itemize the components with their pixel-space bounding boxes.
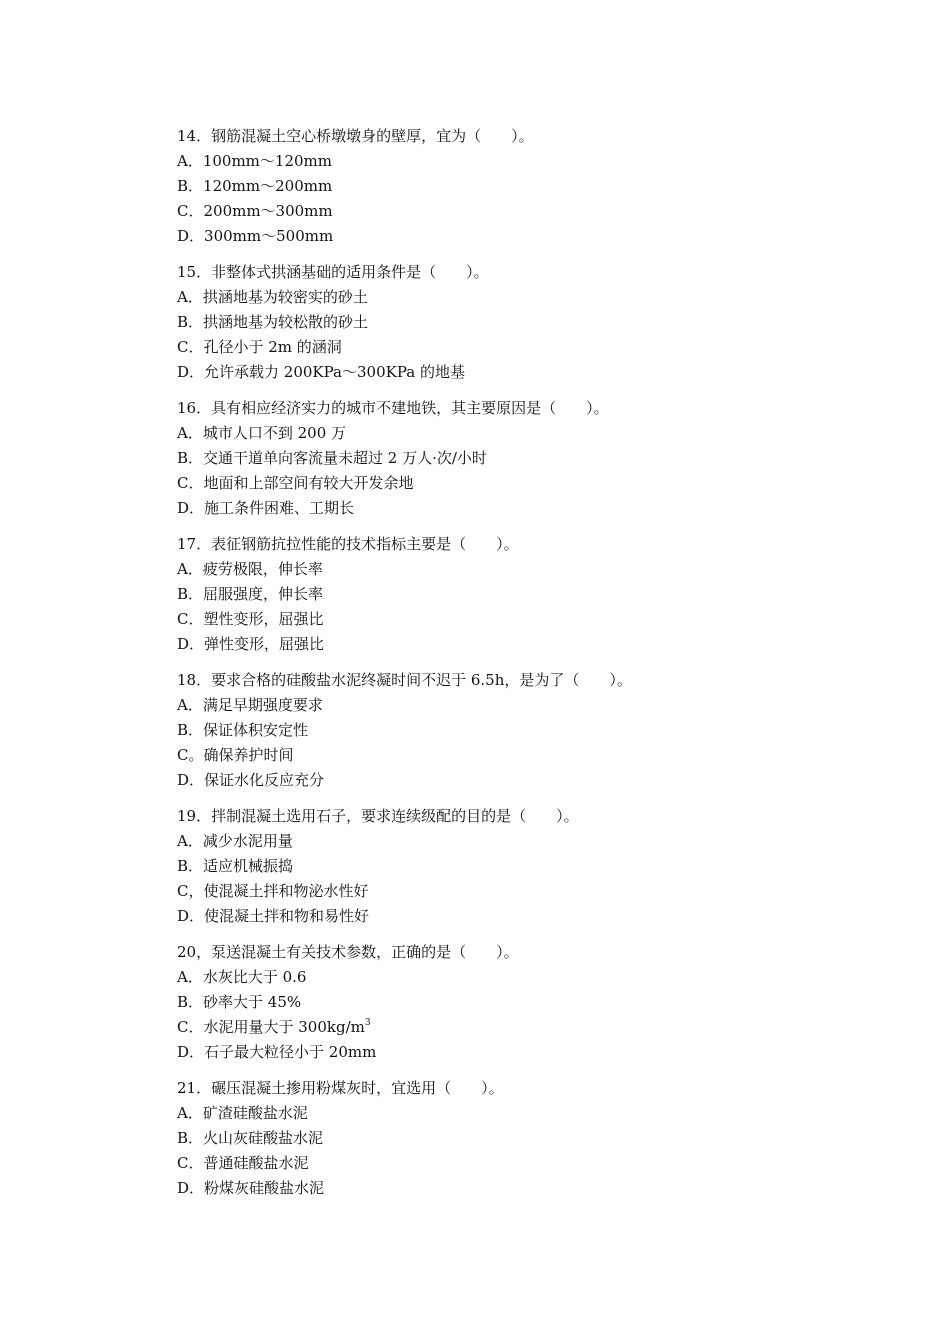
question-stem: 19．拌制混凝土选用石子，要求连续级配的目的是（ ）。	[177, 807, 579, 825]
option-a: A．水灰比大于 0.6	[177, 968, 307, 986]
question-17	[177, 532, 797, 657]
option-c-text: C．水泥用量大于 300kg/m	[177, 1018, 365, 1036]
question-14	[177, 124, 797, 249]
option-d: D．允许承载力 200KPa～300KPa 的地基	[177, 363, 465, 381]
option-a: A．矿渣硅酸盐水泥	[177, 1104, 308, 1122]
option-d: D．300mm～500mm	[177, 227, 334, 245]
option-c: C．200mm～300mm	[177, 202, 333, 220]
option-b: B．火山灰硅酸盐水泥	[177, 1129, 324, 1147]
question-stem: 16．具有相应经济实力的城市不建地铁，其主要原因是（ ）。	[177, 399, 609, 417]
option-c: C．孔径小于 2m 的涵洞	[177, 338, 342, 356]
option-d: D．粉煤灰硅酸盐水泥	[177, 1179, 325, 1197]
option-a: A．疲劳极限，伸长率	[177, 560, 323, 578]
question-20	[177, 940, 797, 1065]
option-c	[177, 1015, 797, 1040]
question-stem: 18．要求合格的硅酸盐水泥终凝时间不迟于 6.5h，是为了（ ）。	[177, 671, 632, 689]
option-a: A．城市人口不到 200 万	[177, 424, 346, 442]
option-b: B．屈服强度，伸长率	[177, 585, 324, 603]
option-c: C。确保养护时间	[177, 746, 294, 764]
option-a: A．拱涵地基为较密实的砂土	[177, 288, 368, 306]
option-c: C，使混凝土拌和物泌水性好	[177, 882, 369, 900]
question-stem: 15．非整体式拱涵基础的适用条件是（ ）。	[177, 263, 489, 281]
question-19	[177, 804, 797, 929]
option-a: A．满足早期强度要求	[177, 696, 323, 714]
option-d: D．弹性变形，屈强比	[177, 635, 325, 653]
option-b: B．拱涵地基为较松散的砂土	[177, 313, 369, 331]
option-c: C．普通硅酸盐水泥	[177, 1154, 309, 1172]
option-d: D．使混凝土拌和物和易性好	[177, 907, 370, 925]
question-stem: 20，泵送混凝土有关技术参数，正确的是（ ）。	[177, 943, 519, 961]
question-15	[177, 260, 797, 385]
option-b: B．交通干道单向客流量未超过 2 万人·次/小时	[177, 449, 487, 467]
question-stem: 17．表征钢筋抗拉性能的技术指标主要是（ ）。	[177, 535, 519, 553]
cubic-superscript: 3	[364, 1018, 371, 1028]
question-stem: 14．钢筋混凝土空心桥墩墩身的壁厚，宜为（ ）。	[177, 127, 534, 145]
option-d: D．施工条件困难、工期长	[177, 499, 355, 517]
option-b: B．120mm～200mm	[177, 177, 333, 195]
question-list	[177, 124, 797, 1212]
question-18	[177, 668, 797, 793]
option-b: B．砂率大于 45%	[177, 993, 302, 1011]
option-d: D．石子最大粒径小于 20mm	[177, 1043, 377, 1061]
option-b: B．适应机械振捣	[177, 857, 294, 875]
question-16	[177, 396, 797, 521]
question-stem: 21．碾压混凝土掺用粉煤灰时，宜选用（ ）。	[177, 1079, 504, 1097]
option-a: A．减少水泥用量	[177, 832, 293, 850]
option-c: C．地面和上部空间有较大开发余地	[177, 474, 414, 492]
option-c: C．塑性变形，屈强比	[177, 610, 324, 628]
option-d: D．保证水化反应充分	[177, 771, 325, 789]
option-b: B．保证体积安定性	[177, 721, 309, 739]
option-a: A．100mm～120mm	[177, 152, 332, 170]
question-21	[177, 1076, 797, 1201]
